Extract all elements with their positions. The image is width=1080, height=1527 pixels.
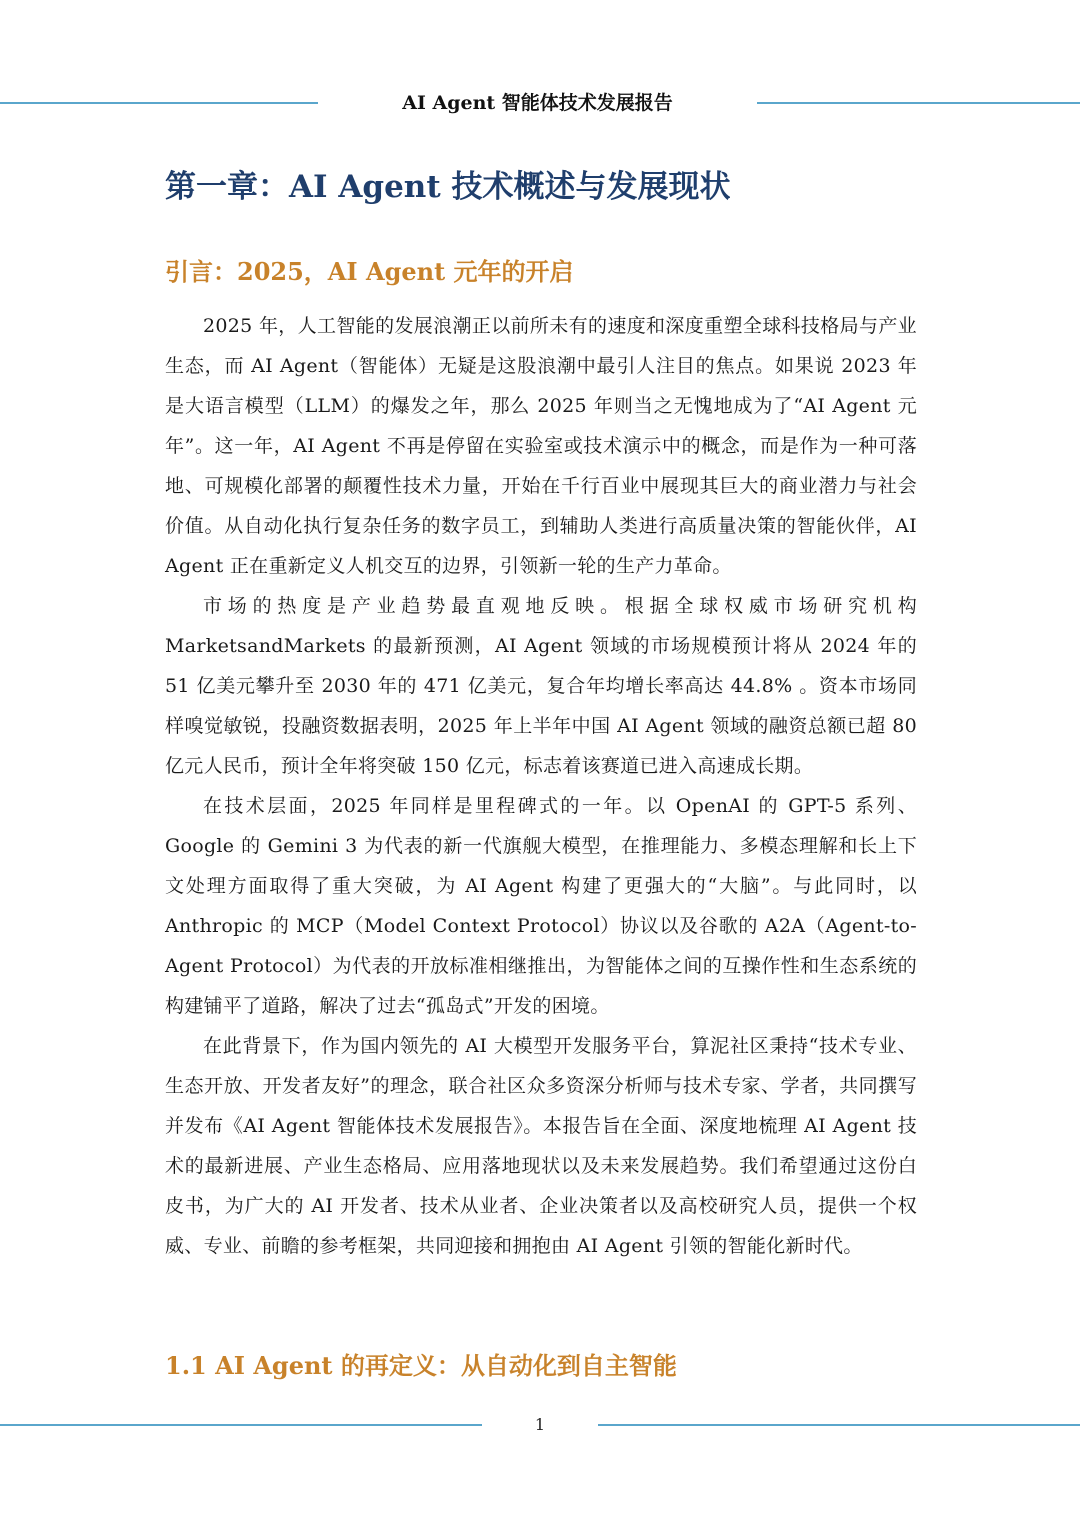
footer-rule-left [0, 1424, 482, 1426]
page-number: 1 [534, 1415, 546, 1434]
header-rule-right [757, 102, 1080, 104]
section-title: 引言：2025，AI Agent 元年的开启 [165, 257, 574, 286]
paragraph-2: 市场的热度是产业趋势最直观地反映。根据全球权威市场研究机构 MarketsandMarkets 的最新预测，AI Agent 领域的市场规模预计将从 2024 年的 51 亿美元攀升至 2030 年的 471 亿美元，复合年均增长率高达 44.8% 。资本市场同样嗅觉敏锐，投融资数据表明，2025 年上半年中国 AI Agent 领域的融资总额已超 80 亿元人民币，预计全年将突破 150 亿元，标志着该赛道已进入高速成长期。 [165, 595, 917, 777]
paragraph-4: 在此背景下，作为国内领先的 AI 大模型开发服务平台，算泥社区秉持“技术专业、生态开放、开发者友好”的理念，联合社区众多资深分析师与技术专家、学者，共同撰写并发布《AI Agent 智能体技术发展报告》。本报告旨在全面、深度地梳理 AI Agent 技术的最新进展、产业生态格局、应用落地现状以及未来发展趋势。我们希望通过这份白皮书，为广大的 AI 开发者、技术从业者、企业决策者以及高校研究人员，提供一个权威、专业、前瞻的参考框架，共同迎接和拥抱由 AI Agent 引领的智能化新时代。 [165, 1035, 917, 1257]
subsection-title: 1.1 AI Agent 的再定义：从自动化到自主智能 [165, 1351, 677, 1380]
page-header [0, 88, 1080, 118]
body-text [165, 306, 917, 1266]
page-footer [0, 1413, 1080, 1437]
header-title: AI Agent 智能体技术发展报告 [402, 92, 673, 114]
chapter-title: 第一章：AI Agent 技术概述与发展现状 [165, 169, 731, 205]
footer-rule-right [598, 1424, 1080, 1426]
paragraph-1: 2025 年，人工智能的发展浪潮正以前所未有的速度和深度重塑全球科技格局与产业生态，而 AI Agent（智能体）无疑是这股浪潮中最引人注目的焦点。如果说 2023 年是大语言模型（LLM）的爆发之年，那么 2025 年则当之无愧地成为了“AI Agent 元年”。这一年，AI Agent 不再是停留在实验室或技术演示中的概念，而是作为一种可落地、可规模化部署的颠覆性技术力量，开始在千行百业中展现其巨大的商业潜力与社会价值。从自动化执行复杂任务的数字员工，到辅助人类进行高质量决策的智能伙伴，AI Agent 正在重新定义人机交互的边界，引领新一轮的生产力革命。 [165, 315, 917, 577]
paragraph-3: 在技术层面，2025 年同样是里程碑式的一年。以 OpenAI 的 GPT-5 系列、Google 的 Gemini 3 为代表的新一代旗舰大模型，在推理能力、多模态理解和长上下文处理方面取得了重大突破，为 AI Agent 构建了更强大的“大脑”。与此同时，以 Anthropic 的 MCP（Model Context Protocol）协议以及谷歌的 A2A（Agent-to-Agent Protocol）为代表的开放标准相继推出，为智能体之间的互操作性和生态系统的构建铺平了道路，解决了过去“孤岛式”开发的困境。 [165, 795, 917, 1017]
header-rule-left [0, 102, 318, 104]
